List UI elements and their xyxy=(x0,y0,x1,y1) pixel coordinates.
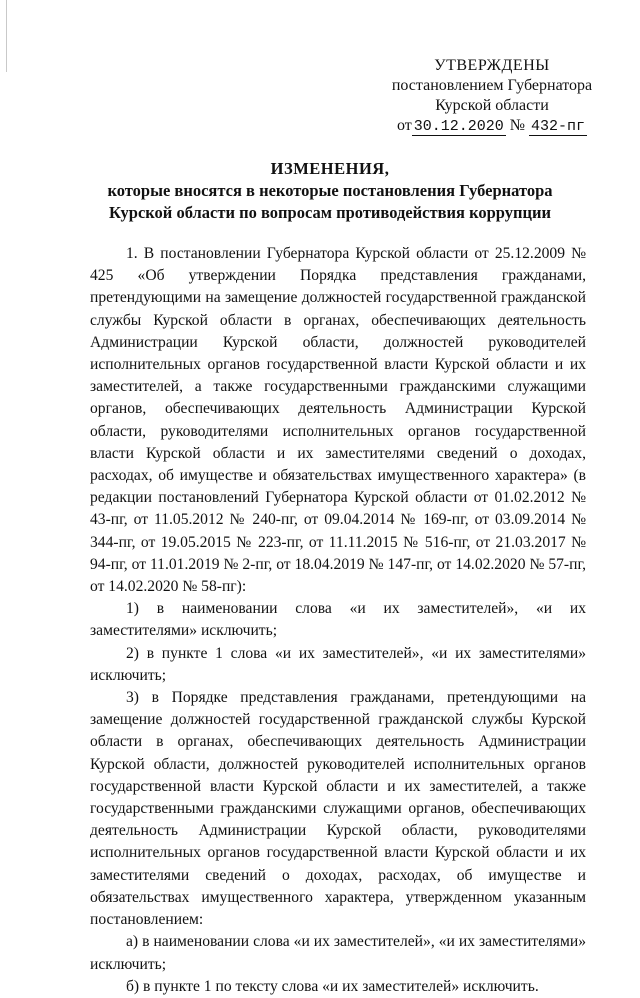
approval-title: УТВЕРЖДЕНЫ xyxy=(434,57,550,74)
approval-line-1: постановлением Губернатора xyxy=(391,77,593,94)
approval-number: 432-пг xyxy=(531,118,586,135)
approval-date-row xyxy=(372,116,612,137)
paragraph-1: 1. В постановлении Губернатора Курской области от 25.12.2009 № 425 «Об утверждении Порядка представления гражданами, претендующими на замещение должностей государственной гражданской службы Курской области в органах, обеспечивающих деятельность Администрации Курской области, должностей руководителей исполнительных органов государственной власти Курской области и их заместителей, а также государственными гражданскими служащими органов, обеспечивающих деятельность Администрации Курской области, руководителями исполнительных органов государственной власти Курской области и их заместителями сведений о доходах, расходах, об имуществе и обязательствах имущественного характера» (в редакции постановлений Губернатора Курской области от 01.02.2012 № 43-пг, от 11.05.2012 № 240-пг, от 09.04.2014 № 169-пг, от 03.09.2014 № 344-пг, от 19.05.2015 № 223-пг, от 11.11.2015 № 516-пг, от 21.03.2017 № 94-пг, от 11.01.2019 № 2-пг, от 18.04.2019 № 147-пг, от 14.02.2020 № 57-пг, от 14.02.2020 № 58-пг): xyxy=(90,245,586,596)
number-prefix: № xyxy=(509,117,526,134)
paragraph-item-a: а) в наименовании слова «и их заместителей», «и их заместителями» исключить; xyxy=(90,933,586,973)
date-prefix: от xyxy=(396,117,412,134)
document-body xyxy=(90,243,586,998)
approval-date: 30.12.2020 xyxy=(413,118,504,135)
paragraph-item-3: 3) в Порядке представления гражданами, претендующими на замещение должностей государственной гражданской службы Курской области в органах, обеспечивающих деятельность Администрации Курской области, должностей руководителей исполнительных органов государственной власти Курской области и их заместителей, а также государственными гражданскими служащими органов, обеспечивающих деятельность Администрации Курской области, руководителями исполнительных органов государственной власти Курской области и их заместителями сведений о доходах, расходах, об имуществе и обязательствах имущественного характера, утвержденном указанным постановлением: xyxy=(90,689,586,929)
paragraph-item-2: 2) в пункте 1 слова «и их заместителей», «и их заместителями» исключить; xyxy=(90,644,586,684)
paragraph-item-1: 1) в наименовании слова «и их заместителей», «и их заместителями» исключить; xyxy=(90,600,586,640)
heading-subtitle: которые вносятся в некоторые постановления Губернатора Курской области по вопросам противодействия коррупции xyxy=(107,181,553,222)
scan-edge-line xyxy=(6,0,7,72)
approval-stamp xyxy=(372,56,612,137)
heading-title: ИЗМЕНЕНИЯ, xyxy=(270,159,390,178)
paragraph-item-b: б) в пункте 1 по тексту слова «и их заместителей» исключить. xyxy=(126,977,539,995)
approval-line-2: Курской области xyxy=(435,97,549,114)
document-heading xyxy=(80,158,580,224)
